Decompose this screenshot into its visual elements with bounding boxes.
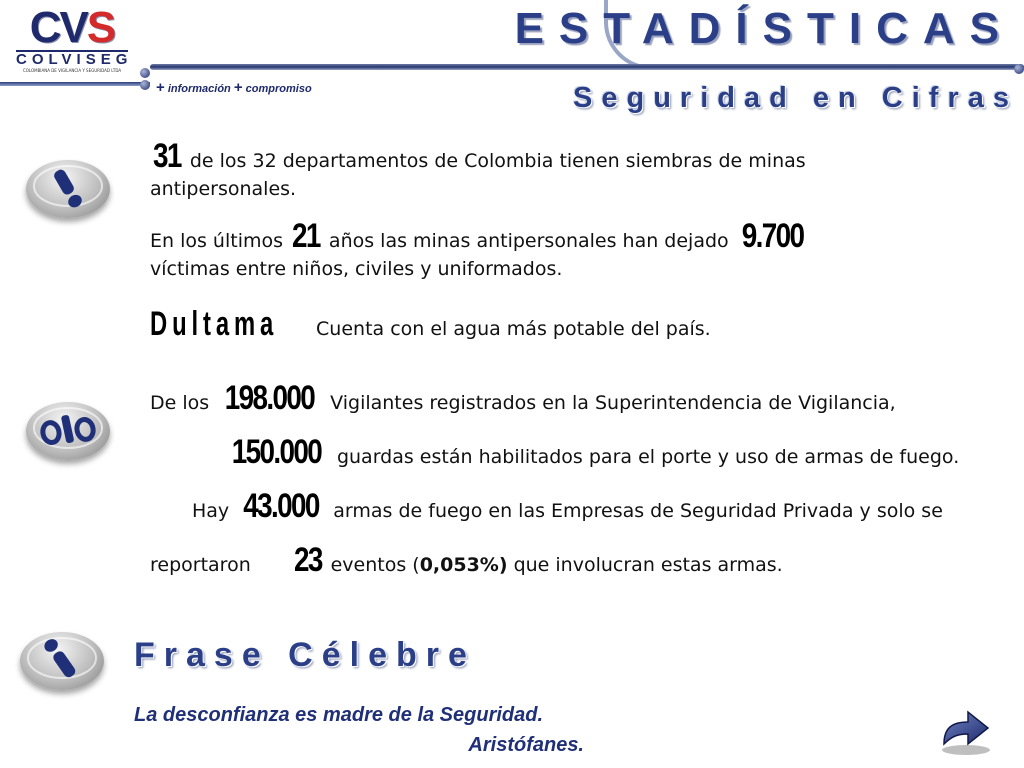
stat-text: eventos ( <box>324 554 420 576</box>
stat-text: De los <box>150 392 216 414</box>
header-dot <box>140 80 150 90</box>
logo-mark: CVS <box>29 3 115 52</box>
quote-text: La desconfianza es madre de la Seguridad. <box>134 704 544 726</box>
page-title: ESTADÍSTICAS <box>514 4 1014 53</box>
info-icon <box>20 632 104 690</box>
quote-author: Aristófanes. <box>468 734 584 756</box>
percent-icon <box>26 402 110 460</box>
stat-text: reportaron <box>150 554 251 576</box>
stat-number: 198.000 <box>225 379 315 417</box>
stat-text: guardas están habilitados para el porte y uso de armas de fuego. <box>330 446 960 468</box>
header-dot <box>1014 64 1024 74</box>
stat-number: 23 <box>293 541 322 579</box>
tagline-info: información <box>167 83 231 95</box>
plus-icon: + <box>233 79 243 96</box>
stat-text: que involucran estas armas. <box>507 554 783 576</box>
stat-text: armas de fuego en las Empresas de Seguridad Privada y solo se <box>327 500 943 522</box>
plus-icon: + <box>156 79 165 96</box>
stat-water <box>150 305 910 343</box>
company-logo <box>12 4 132 76</box>
stat-guards-armed <box>222 433 1022 471</box>
logo-subtitle: COLOMBIANA DE VIGILANCIA Y SEGURIDAD LTDA <box>22 68 122 73</box>
stat-text: En los últimos <box>150 230 290 252</box>
header-rule <box>150 64 1024 70</box>
stat-guards-registered <box>150 379 1010 417</box>
stat-text: años las minas antipersonales han dejado <box>322 230 735 252</box>
stat-number: 31 <box>153 137 181 175</box>
city-name: Dultama <box>150 305 279 343</box>
stat-events <box>150 541 970 579</box>
stat-text: de los 32 departamentos de Colombia tienen siembras de minas antipersonales. <box>150 150 806 200</box>
stat-departments <box>150 137 870 203</box>
stat-percent: 0,053%) <box>419 554 508 576</box>
stat-number: 43.000 <box>243 487 319 525</box>
stat-number: 21 <box>292 217 320 255</box>
page-subtitle: Seguridad en Cifras <box>573 82 1018 114</box>
stat-number: 9.700 <box>741 217 804 255</box>
stat-number: 150.000 <box>231 433 322 471</box>
tagline <box>156 79 312 96</box>
quote <box>134 700 584 760</box>
stat-text: Vigilantes registrados en la Superintendencia de Vigilancia, <box>324 392 896 414</box>
header-dot <box>140 68 150 78</box>
logo-name: COLVISEG <box>16 51 133 68</box>
stat-firearms <box>192 487 1012 525</box>
stat-victims <box>150 217 890 283</box>
header-rule-left <box>0 82 150 86</box>
quote-heading: Frase Célebre <box>134 636 476 674</box>
stat-text: Hay <box>192 500 236 522</box>
tagline-commitment: compromiso <box>245 83 312 95</box>
stat-text: Cuenta con el agua más potable del país. <box>310 318 711 340</box>
next-arrow-icon[interactable] <box>938 704 994 758</box>
stat-text: víctimas entre niños, civiles y uniformados. <box>150 258 563 280</box>
exclamation-icon <box>26 160 110 218</box>
